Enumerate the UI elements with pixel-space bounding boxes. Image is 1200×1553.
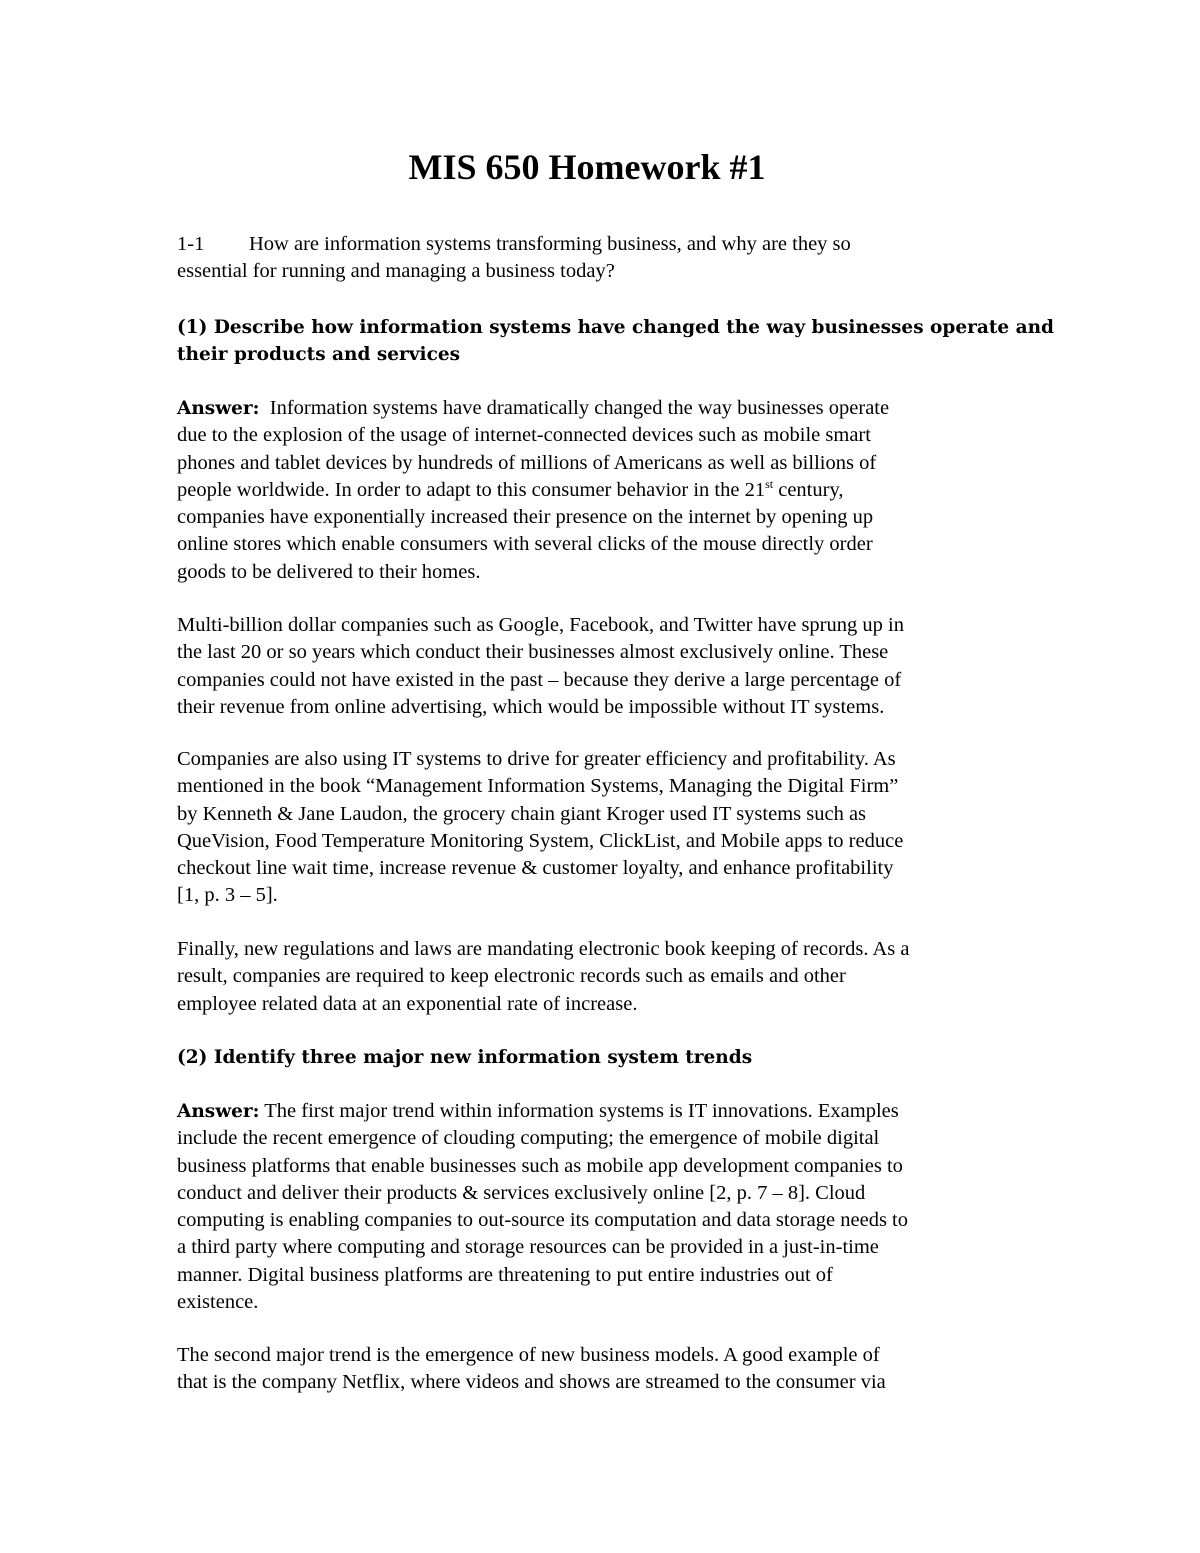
paragraph-line: QueVision, Food Temperature Monitoring System, ClickList, and Mobile apps to reduce — [177, 829, 904, 852]
paragraph-text: Information systems have dramatically changed the way businesses operate — [269, 397, 890, 419]
paragraph-line: manner. Digital business platforms are threatening to put entire industries out of — [177, 1263, 833, 1286]
paragraph-line: due to the explosion of the usage of internet-connected devices such as mobile smart — [177, 424, 871, 447]
paragraph-line: [1, p. 3 – 5]. — [177, 884, 278, 907]
paragraph-line: the last 20 or so years which conduct their businesses almost exclusively online. These — [177, 641, 889, 664]
paragraph-line: that is the company Netflix, where videos and shows are streamed to the consumer via — [177, 1371, 886, 1394]
paragraph-line: mentioned in the book “Management Information Systems, Managing the Digital Firm” — [177, 775, 899, 798]
paragraph-line: include the recent emergence of clouding computing; the emergence of mobile digital — [177, 1127, 880, 1150]
paragraph-line: result, companies are required to keep electronic records such as emails and other — [177, 965, 846, 988]
part1-answer-paragraph-1 — [177, 395, 1037, 586]
question-text-line-2: essential for running and managing a business today? — [177, 260, 615, 283]
question-line-1 — [177, 231, 1037, 258]
paragraph-line: computing is enabling companies to out-source its computation and data storage needs to — [177, 1209, 908, 1232]
paragraph-line: existence. — [177, 1291, 259, 1314]
part1-answer-paragraph-4 — [177, 936, 1037, 1018]
question-text-line-1: How are information systems transforming business, and why are they so — [249, 233, 851, 255]
paragraph-line: The second major trend is the emergence of new business models. A good example of — [177, 1344, 880, 1366]
paragraph-line — [177, 477, 1037, 504]
ordinal-suffix: st — [765, 477, 774, 492]
paragraph-text: century, — [773, 478, 844, 501]
question-1-1 — [177, 231, 1037, 286]
part1-heading — [177, 314, 1054, 369]
part1-answer-paragraph-2 — [177, 612, 1037, 721]
part2-answer-paragraph-1 — [177, 1098, 1037, 1316]
paragraph-line — [177, 395, 1037, 422]
paragraph-line: employee related data at an exponential rate of increase. — [177, 992, 638, 1015]
paragraph-line: a third party where computing and storage resources can be provided in a just-in-time — [177, 1236, 879, 1259]
paragraph-line: checkout line wait time, increase revenue & customer loyalty, and enhance profitability — [177, 857, 894, 880]
paragraph-line: online stores which enable consumers with several clicks of the mouse directly order — [177, 533, 873, 556]
paragraph-line: Companies are also using IT systems to drive for greater efficiency and profitability. As — [177, 748, 896, 770]
answer-label: Answer: — [177, 398, 260, 419]
paragraph-line: companies could not have existed in the past – because they derive a large percentage of — [177, 668, 902, 691]
paragraph-line: their revenue from online advertising, which would be impossible without IT systems. — [177, 695, 885, 718]
part1-heading-line-1: (1) Describe how information systems have changed the way businesses operate and — [177, 317, 1054, 338]
paragraph-text: The first major trend within information systems is IT innovations. Examples — [264, 1100, 899, 1122]
part1-answer-paragraph-3 — [177, 746, 1037, 910]
paragraph-line: business platforms that enable businesses such as mobile app development companies to — [177, 1154, 903, 1177]
paragraph-line — [177, 1098, 1037, 1125]
paragraph-line: phones and tablet devices by hundreds of millions of Americans as well as billions of — [177, 451, 877, 474]
paragraph-line: Finally, new regulations and laws are mandating electronic book keeping of records. As a — [177, 938, 910, 960]
paragraph-line: companies have exponentially increased their presence on the internet by opening up — [177, 506, 874, 529]
part2-heading — [177, 1044, 1037, 1071]
question-number: 1-1 — [177, 233, 205, 255]
paragraph-line: conduct and deliver their products & services exclusively online [2, p. 7 – 8]. Cloud — [177, 1181, 866, 1204]
document-page — [177, 0, 1054, 1553]
part2-heading-line: (2) Identify three major new information system trends — [177, 1047, 753, 1068]
part2-answer-paragraph-2 — [177, 1342, 1037, 1397]
paragraph-line: Multi-billion dollar companies such as Google, Facebook, and Twitter have sprung up in — [177, 614, 904, 636]
paragraph-line: goods to be delivered to their homes. — [177, 560, 481, 583]
paragraph-text: people worldwide. In order to adapt to this consumer behavior in the 21 — [177, 478, 766, 501]
answer-label: Answer: — [177, 1101, 260, 1122]
paragraph-line: by Kenneth & Jane Laudon, the grocery chain giant Kroger used IT systems such as — [177, 802, 867, 825]
part1-heading-line-2: their products and services — [177, 344, 461, 366]
document-title: MIS 650 Homework #1 — [408, 147, 766, 187]
